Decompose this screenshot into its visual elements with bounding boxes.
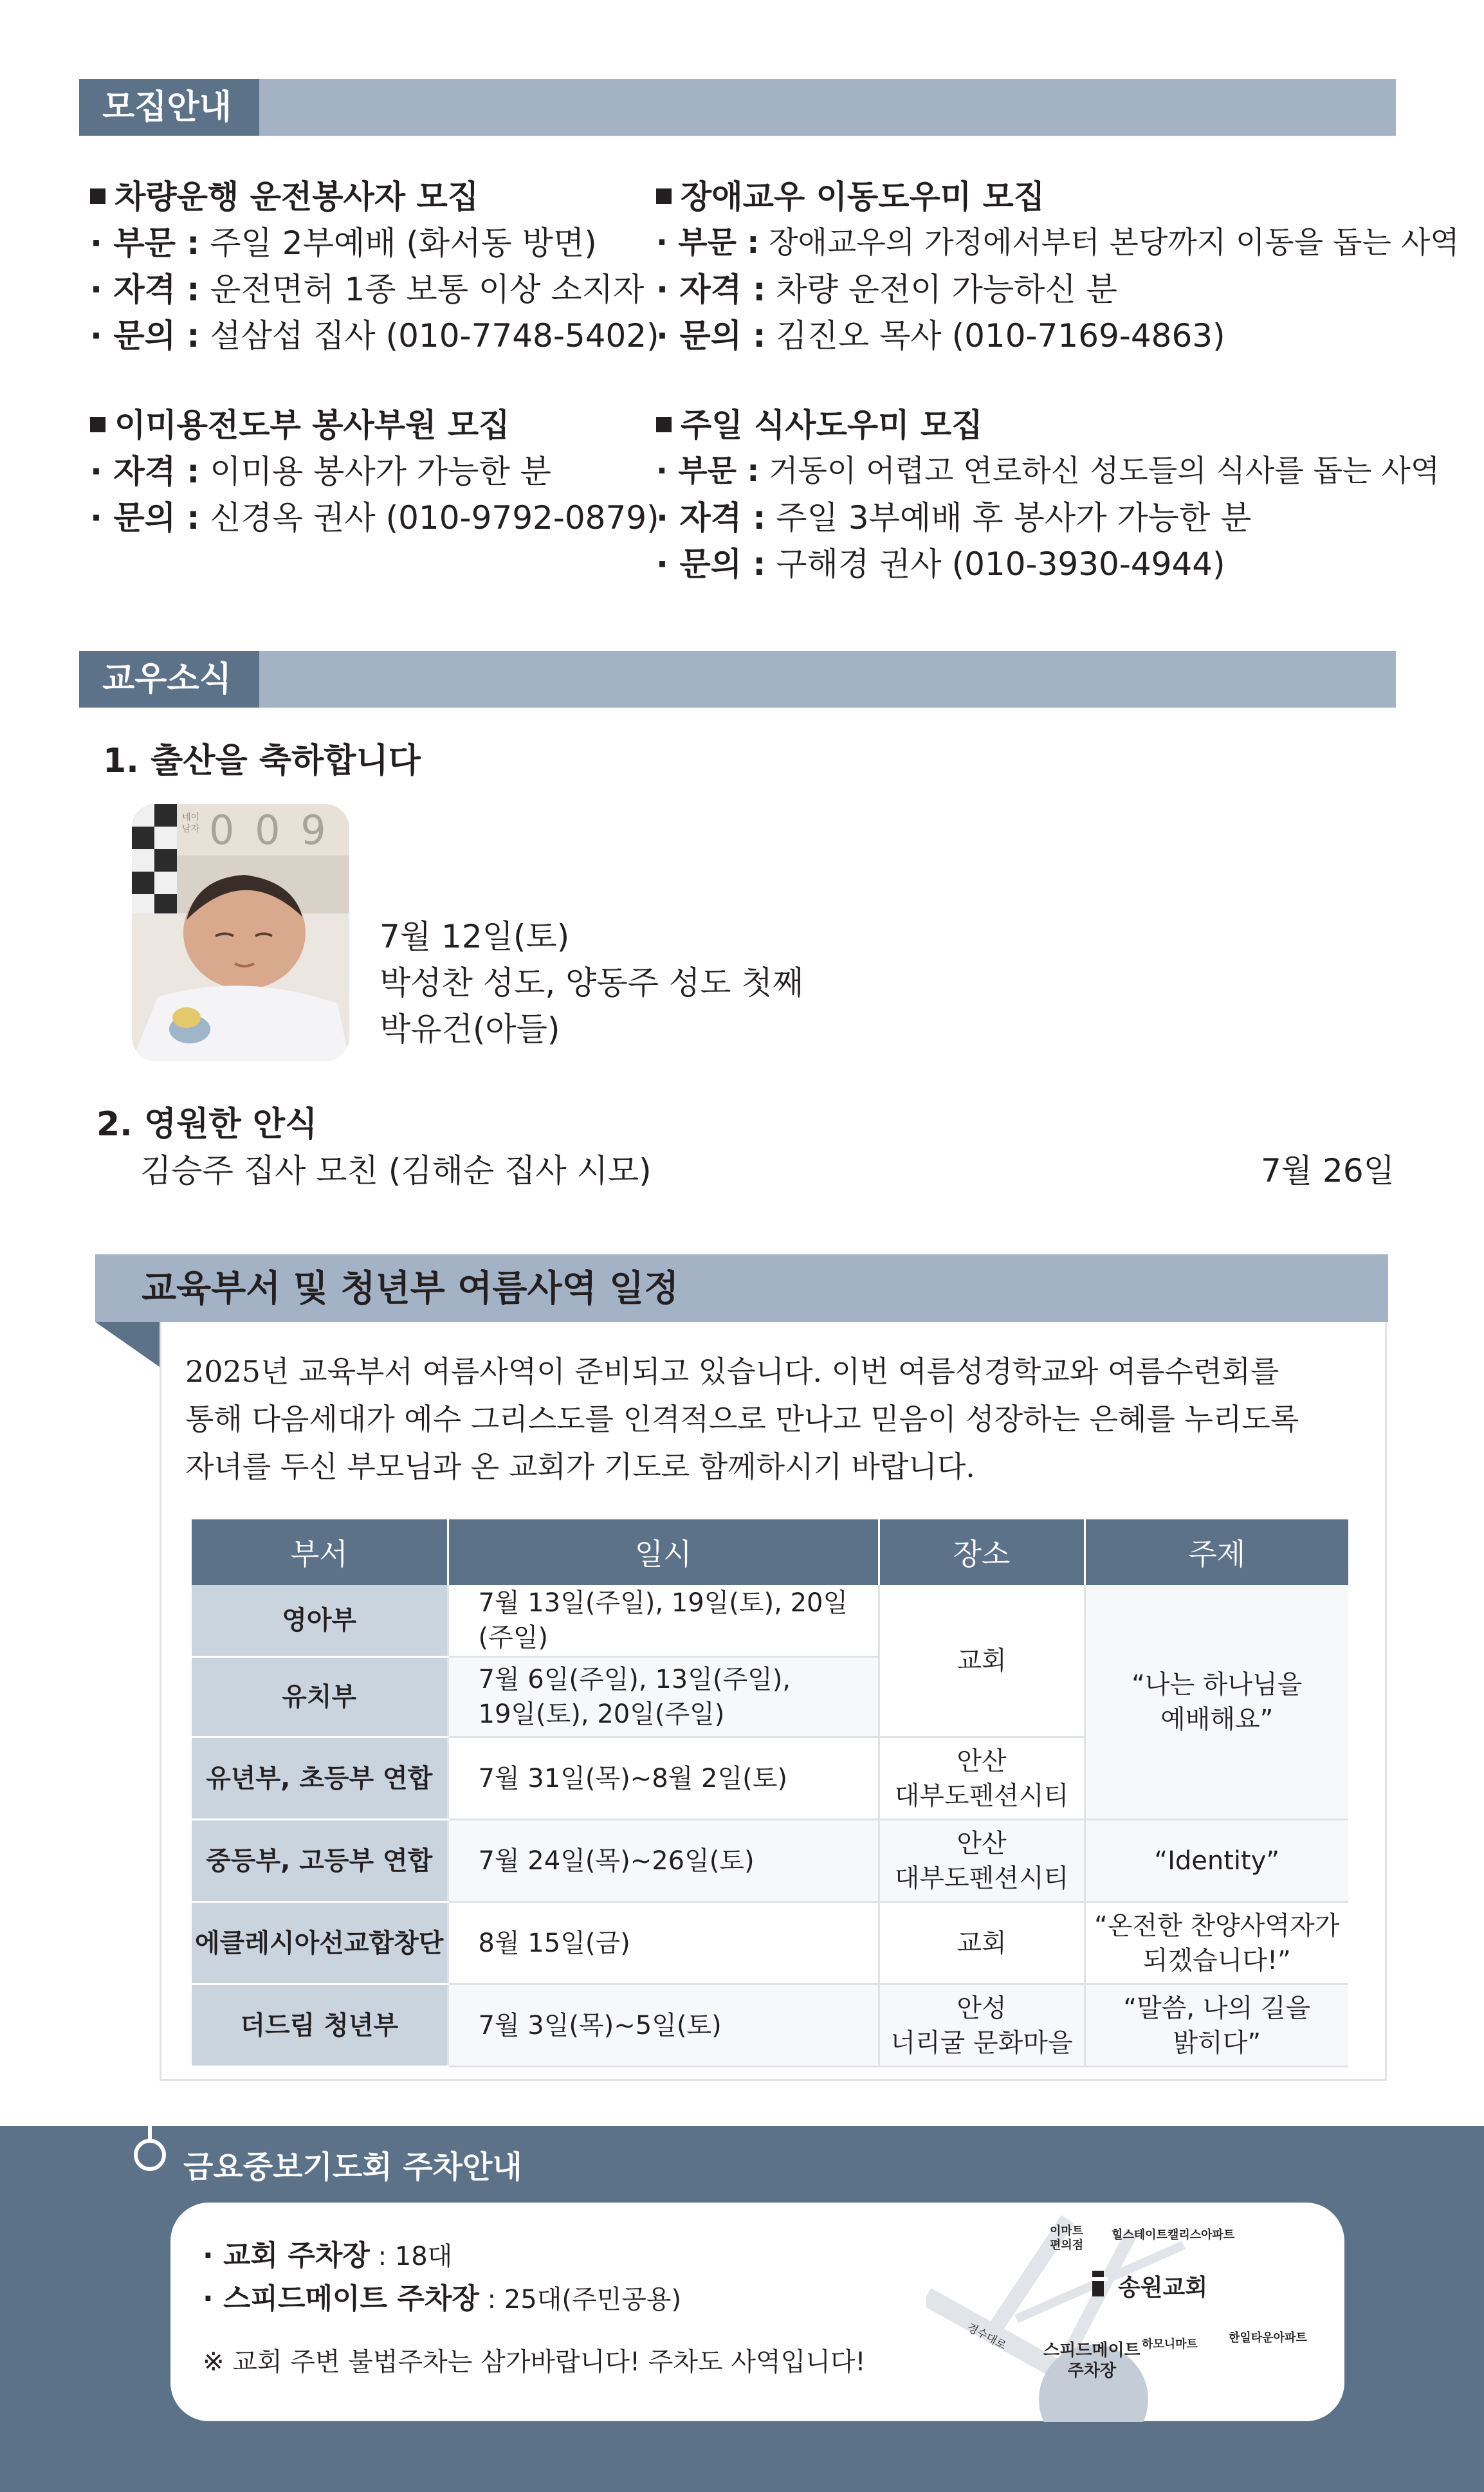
recruit-title: 장애교우 이동도우미 모집 xyxy=(681,178,1045,215)
parking-map xyxy=(926,2206,1325,2422)
recruit-item-mobility: 장애교우 이동도우미 모집 · 부문 : 장애교우의 가정에서부터 본당까지 이동을 돕는 사역 · 자격 : 차량 운전이 가능하신 분 · 문의 : 김진오 목사 (010-7169-4863) xyxy=(656,178,1460,354)
place-cell: 교회 xyxy=(879,1585,1085,1737)
place-cell: 안산 대부도펜션시티 xyxy=(879,1820,1085,1902)
header-place: 장소 xyxy=(879,1519,1085,1585)
recruit-item-driver: 차량운행 운전봉사자 모집 · 부문 : 주일 2부예배 (화서동 방면) · 자격 : 운전면허 1종 보통 이상 소지자 · 문의 : 설삼섭 집사 (010-7748-5402) xyxy=(90,178,659,354)
dept-cell: 더드림 청년부 xyxy=(192,1984,448,2067)
theme-cell: “온전한 찬양사역자가 되겠습니다!” xyxy=(1085,1902,1348,1984)
parking-line-speedmate: · 스피드메이트 주차장 : 25대(주민공용) xyxy=(203,2282,682,2315)
parking-note: ※ 교회 주변 불법주차는 삼가바랍니다! 주차도 사역입니다! xyxy=(203,2347,866,2377)
birth-date: 7월 12일(토) xyxy=(380,918,570,955)
place-cell: 안성 너리굴 문화마을 xyxy=(879,1984,1085,2067)
map-church: 송원교회 xyxy=(1118,2275,1208,2301)
photo-tag: 네이 남자 xyxy=(182,812,200,834)
date-cell: 7월 3일(목)~5일(토) xyxy=(448,1984,879,2067)
header-theme: 주제 xyxy=(1085,1519,1348,1585)
rest-date: 7월 26일 xyxy=(1261,1152,1395,1189)
dept-cell: 유치부 xyxy=(192,1657,448,1737)
schedule-table xyxy=(192,1519,1348,2067)
date-cell: 7월 6일(주일), 13일(주일), 19일(토), 20일(주일) xyxy=(448,1657,879,1737)
baby-photo xyxy=(132,804,349,1061)
square-bullet-icon xyxy=(90,417,105,432)
rest-title: 2. 영원한 안식 xyxy=(96,1105,318,1144)
map-hamoni: 하모니마트 xyxy=(1142,2338,1198,2351)
table-row xyxy=(192,1902,1348,1984)
theme-cell: “나는 하나님을 예배해요” xyxy=(1085,1585,1348,1820)
header-dept: 부서 xyxy=(192,1519,448,1585)
pin-circle-icon xyxy=(134,2139,166,2171)
place-cell: 교회 xyxy=(879,1902,1085,1984)
map-store: 이마트 편의점 xyxy=(1050,2224,1084,2252)
title-tab-fold xyxy=(95,1322,160,1367)
date-cell: 7월 24일(목)~26일(토) xyxy=(448,1820,879,1902)
parking-line-church: · 교회 주차장 : 18대 xyxy=(203,2239,453,2272)
recruit-header: 모집안내 xyxy=(79,79,259,136)
birth-parents: 박성찬 성도, 양동주 성도 첫째 xyxy=(380,964,804,1002)
birth-title: 1. 출산을 축하합니다 xyxy=(103,742,421,780)
date-cell: 7월 13일(주일), 19일(토), 20일(주일) xyxy=(448,1585,879,1657)
square-bullet-icon xyxy=(656,188,672,204)
photo-numbers: 0 0 9 xyxy=(209,807,330,854)
news-header-bar xyxy=(79,651,1396,708)
recruit-title: 주일 식사도우미 모집 xyxy=(681,407,983,444)
header-date: 일시 xyxy=(448,1519,879,1585)
recruit-item-meal: 주일 식사도우미 모집 · 부문 : 거동이 어렵고 연로하신 성도들의 식사를 돕는 사역 · 자격 : 주일 3부예배 후 봉사가 가능한 분 · 문의 : 구해경 권사 (010-3930-4944) xyxy=(656,407,1440,583)
recruit-title: 차량운행 운전봉사자 모집 xyxy=(115,178,479,215)
recruit-item-beauty: 이미용전도부 봉사부원 모집 · 자격 : 이미용 봉사가 가능한 분 · 문의 : 신경옥 권사 (010-9792-0879) xyxy=(90,407,659,536)
rest-name: 김승주 집사 모친 (김해순 집사 시모) xyxy=(140,1152,652,1189)
news-header: 교우소식 xyxy=(79,651,259,708)
dept-cell: 에클레시아선교합창단 xyxy=(192,1902,448,1984)
recruit-header-bar xyxy=(79,79,1396,136)
theme-cell: “Identity” xyxy=(1085,1820,1348,1902)
summer-title: 교육부서 및 청년부 여름사역 일정 xyxy=(142,1268,679,1310)
birth-child: 박유건(아들) xyxy=(380,1011,560,1048)
square-bullet-icon xyxy=(656,417,672,432)
pin-line xyxy=(148,2103,152,2139)
summer-body: 2025년 교육부서 여름사역이 준비되고 있습니다. 이번 여름성경학교와 여름수련회를 통해 다음세대가 예수 그리스도를 인격적으로 만나고 믿음이 성장하는 은혜를 누리도록 자녀를 두신 부모님과 온 교회가 기도로 함께하시기 바랍니다. xyxy=(185,1354,1299,1484)
theme-cell: “말씀, 나의 길을 밝히다” xyxy=(1085,1984,1348,2067)
dept-cell: 중등부, 고등부 연합 xyxy=(192,1820,448,1902)
table-row xyxy=(192,1984,1348,2067)
map-speedmate: 스피드메이트 주차장 xyxy=(1043,2341,1140,2381)
table-row xyxy=(192,1820,1348,1902)
birth-info xyxy=(380,913,803,1052)
table-row xyxy=(192,1585,1348,1657)
date-cell: 7월 31일(목)~8월 2일(토) xyxy=(448,1737,879,1820)
dept-cell: 영아부 xyxy=(192,1585,448,1657)
square-bullet-icon xyxy=(90,188,105,204)
dept-cell: 유년부, 초등부 연합 xyxy=(192,1737,448,1820)
place-cell: 안산 대부도펜션시티 xyxy=(879,1737,1085,1820)
map-road: 경수대로 xyxy=(964,2321,1009,2352)
map-apt2: 한일타운아파트 xyxy=(1229,2331,1307,2345)
recruit-title: 이미용전도부 봉사부원 모집 xyxy=(115,407,510,444)
parking-title: 금요중보기도회 주차안내 xyxy=(183,2149,522,2185)
date-cell: 8월 15일(금) xyxy=(448,1902,879,1984)
map-apt1: 힐스테이트캘리스아파트 xyxy=(1112,2228,1235,2242)
